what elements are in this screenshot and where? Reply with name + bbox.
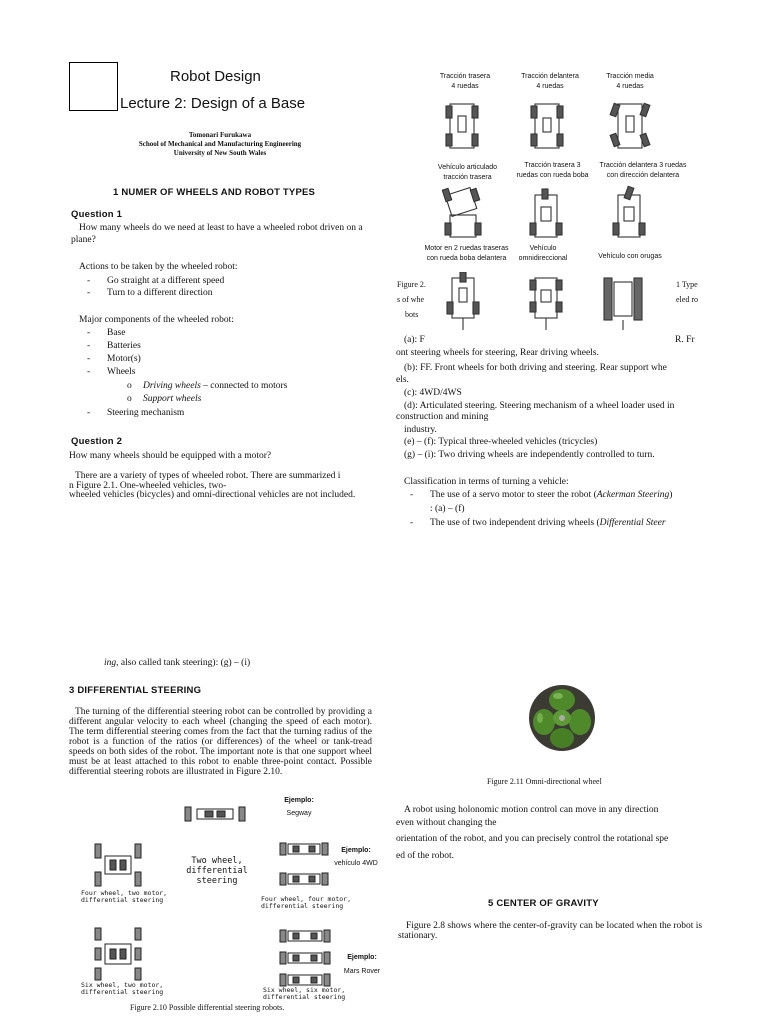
- fig21-list-d: (d): Articulated steering. Steering mechanism of a wheel loader used in construction and mining: [396, 401, 675, 422]
- fig21-list-b: (b): FF. Front wheels for both driving and steering. Rear support whe: [404, 363, 667, 373]
- fig21-list-d-cont: industry.: [404, 425, 437, 435]
- fig-label: Motor en 2 ruedas traseras con rueda boba delantera: [424, 245, 509, 262]
- classification-cont: [104, 657, 250, 669]
- actions-list: [107, 275, 224, 299]
- fig-label: Tracción trasera 3 ruedas con rueda boba: [516, 162, 589, 179]
- classification-heading: Classification in terms of turning a vehicle:: [404, 477, 569, 487]
- section5-heading: 5 CENTER OF GRAVITY: [488, 898, 599, 909]
- diagram-label: Four wheel, two motor,: [81, 889, 168, 897]
- section3-heading: 3 DIFFERENTIAL STEERING: [69, 685, 202, 696]
- differential-steer-ing: ing: [104, 658, 117, 668]
- caption-frag: Figure 2.: [397, 280, 426, 289]
- wheel-types-list: [143, 380, 287, 405]
- fig21-list-g: (g) – (i): Two driving wheels are independently controlled to turn.: [404, 450, 655, 460]
- fig21-list-a-right: R. Fr: [675, 335, 695, 345]
- driving-wheels-suffix: – connected to motors: [200, 381, 288, 391]
- figure-2-1: [420, 72, 700, 332]
- classification-item: [430, 489, 705, 501]
- diagram-label: Six wheel, six motor,: [263, 986, 346, 994]
- action-item: - Turn to a different direction: [107, 287, 224, 299]
- fig21-list-a-left: (a): F: [404, 335, 425, 345]
- diagram-label: differential steering: [263, 993, 346, 1001]
- components-list: [107, 327, 141, 378]
- fig-label: Tracción media 4 ruedas: [606, 73, 654, 90]
- caption-frag: bots: [405, 310, 419, 319]
- fig21-caption-right: [676, 277, 698, 307]
- diagram-label: Six wheel, two motor,: [81, 981, 164, 989]
- driving-wheels: Driving wheels: [143, 381, 201, 391]
- omni-wheel-caption: Figure 2.11 Omni-directional wheel: [487, 777, 602, 786]
- fig-label: Tracción delantera 4 ruedas: [521, 73, 579, 90]
- section3-para: The turning of the differential steering robot can be controlled by providing a different angular velocity to each wheel (changing the speed of each motor). The term differential steering comes from the fact that the turning radius of the robot is a function of the ratios (or differences) of the wheel or tank-tread speeds on both sides of the robot. The important note is that one support wheel must be at least attached to this robot to enable three-point contact. Possible differential steering robots are illustrated in Figure 2.10.: [69, 707, 372, 777]
- author-school: School of Mechanical and Manufacturing Engineering: [138, 140, 302, 148]
- omni-line: even without changing the: [396, 817, 497, 828]
- question1-text: How many wheels do we need at least to have a wheeled robot driven on a plane?: [71, 223, 363, 245]
- vehicle-diagram-row2: [420, 185, 680, 247]
- section5-para: Figure 2.8 shows where the center-of-gravity can be located when the robot is stationary.: [398, 921, 703, 941]
- question2-label: Question 2: [71, 436, 123, 447]
- fig21-list-b-cont: els.: [396, 375, 409, 385]
- logo-box: [69, 62, 118, 111]
- four-four-label: [261, 896, 351, 910]
- caption-frag: s of whe: [397, 295, 425, 304]
- intro-para: [69, 472, 389, 501]
- author-block: [120, 131, 320, 158]
- classif-text: The use of a servo motor to steer the robot (: [430, 490, 597, 500]
- example-value: Mars Rover: [343, 968, 381, 975]
- six-wheel-six-motor-diagram: [278, 928, 332, 988]
- author-name: Tomonari Furukawa: [188, 131, 252, 139]
- omni-line: ed of the robot.: [396, 850, 455, 861]
- vehicle-diagram-row3: [420, 272, 680, 334]
- fig-label: Tracción trasera 4 ruedas: [439, 73, 491, 90]
- component-item: - Wheels: [107, 366, 141, 378]
- fig21-caption-left: [397, 277, 426, 322]
- example-value: vehículo 4WD: [334, 860, 378, 867]
- actions-heading: Actions to be taken by the wheeled robot:: [79, 262, 238, 272]
- omni-para: [396, 804, 706, 862]
- action-item: - Go straight at a different speed: [107, 275, 224, 287]
- six-six-label: [263, 987, 345, 1001]
- fig-label: Vehículo con orugas: [598, 253, 662, 260]
- diagram-label: differential steering: [81, 988, 164, 996]
- omni-wheel-image: [524, 680, 600, 756]
- example-label: Ejemplo:: [341, 847, 371, 854]
- page-subtitle: Lecture 2: Design of a Base: [120, 95, 306, 112]
- four-wheel-two-motor-diagram: [93, 842, 143, 888]
- figure-2-10: [75, 790, 395, 1010]
- component-item: - Base: [107, 327, 141, 339]
- author-university: University of New South Wales: [173, 149, 267, 157]
- support-wheels: Support wheels: [143, 394, 202, 404]
- question2-text: How many wheels should be equipped with a motor?: [69, 451, 272, 461]
- intro-line: n Figure 2.1. One-wheeled vehicles, two-: [69, 480, 227, 491]
- diagram-label: Two wheel, differential: [186, 856, 248, 876]
- page-title: Robot Design: [170, 68, 261, 85]
- wheel-type-item: [143, 380, 287, 392]
- example-label: Ejemplo:: [284, 797, 314, 804]
- component-item: - Steering mechanism: [107, 407, 184, 419]
- diagram-label: Four wheel, four motor,: [261, 895, 352, 903]
- figure-2-10-caption: Figure 2.10 Possible differential steering robots.: [130, 1003, 285, 1012]
- segway-diagram: [183, 804, 247, 824]
- four-two-label: [81, 890, 167, 904]
- six-two-label: [81, 982, 163, 996]
- two-wheel-label: [163, 856, 271, 886]
- classif-text: The use of two independent driving wheels (: [430, 518, 600, 528]
- caption-frag: eled ro: [676, 295, 698, 304]
- fig-label: Tracción delantera 3 ruedas con dirección delantera: [599, 162, 687, 179]
- wheel-type-item: [143, 393, 287, 405]
- intro-line: wheeled vehicles (bicycles) and omni-directional vehicles are not included.: [69, 490, 356, 500]
- fig21-list-a-cont: ont steering wheels for steering, Rear driving wheels.: [396, 348, 599, 358]
- component-item: - Batteries: [107, 340, 141, 352]
- vehicle-diagram-row1: [420, 96, 680, 158]
- four-wheel-four-motor-diagram: [278, 840, 330, 890]
- fig-label: Vehículo omnidireccional: [518, 245, 568, 262]
- diagram-label: steering: [196, 876, 238, 886]
- fig-label: Vehículo articulado tracción trasera: [437, 164, 498, 181]
- steering-list: [107, 407, 184, 419]
- caption-frag: 1 Type: [676, 280, 698, 289]
- fig21-list-c: (c): 4WD/4WS: [404, 388, 462, 398]
- classif-text: , also called tank steering): (g) – (i): [116, 658, 251, 668]
- ackerman-steering: Ackerman Steering: [596, 490, 670, 500]
- omni-line: A robot using holonomic motion control can move in any direction: [404, 805, 659, 815]
- question1-label: Question 1: [71, 209, 123, 220]
- example-label: Ejemplo:: [347, 954, 377, 961]
- omni-line: orientation of the robot, and you can precisely control the rotational spe: [396, 834, 669, 844]
- classification-item-cont: : (a) – (f): [430, 504, 465, 514]
- classification-item: [430, 517, 705, 529]
- intro-line: There are a variety of types of wheeled robot. There are summarized i: [75, 471, 341, 481]
- component-item: - Motor(s): [107, 353, 141, 365]
- classif-text: ): [669, 490, 673, 500]
- section1-heading: 1 NUMER OF WHEELS AND ROBOT TYPES: [113, 187, 316, 198]
- example-value: Segway: [286, 810, 312, 817]
- six-wheel-two-motor-diagram: [93, 926, 143, 982]
- diagram-label: differential steering: [261, 902, 344, 910]
- differential-steer: Differential Steer: [599, 518, 666, 528]
- classification-list: [430, 489, 705, 529]
- components-heading: Major components of the wheeled robot:: [79, 315, 234, 325]
- fig21-list-e: (e) – (f): Typical three-wheeled vehicles (tricycles): [404, 437, 598, 447]
- diagram-label: differential steering: [81, 896, 164, 904]
